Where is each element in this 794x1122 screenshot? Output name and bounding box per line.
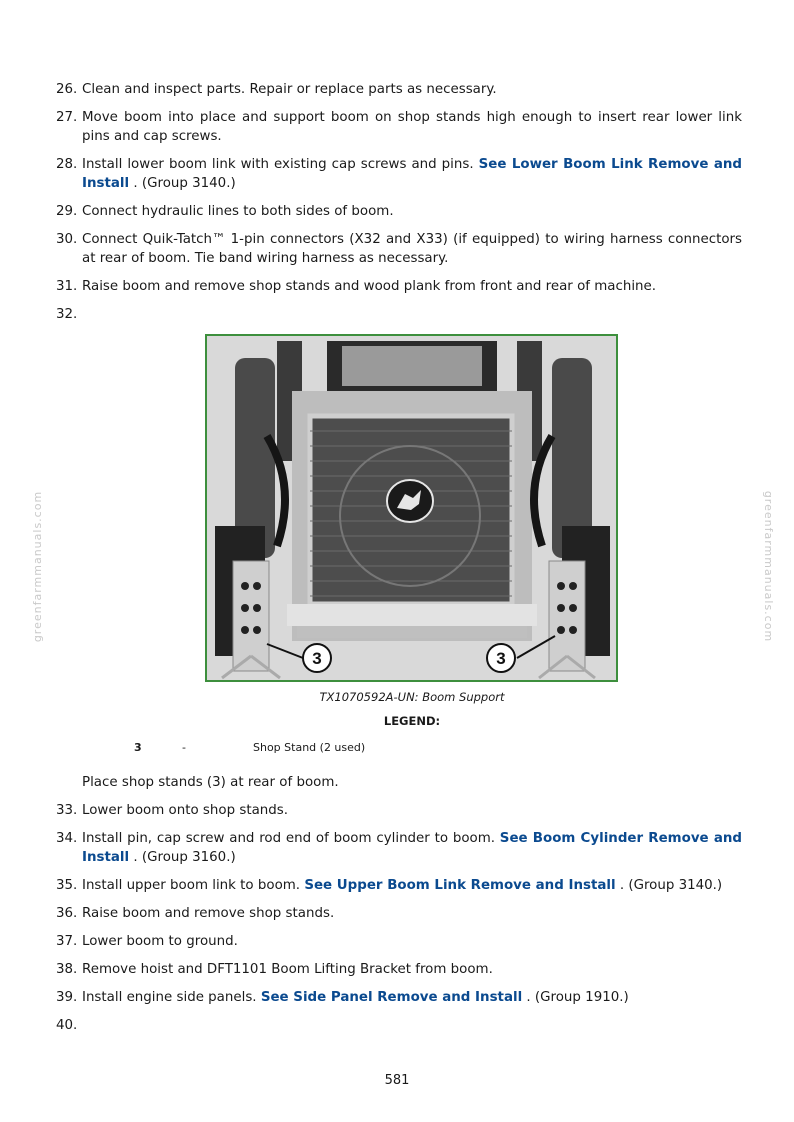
step-39 bbox=[56, 988, 742, 1007]
step-number: 33. bbox=[56, 803, 78, 818]
step-text bbox=[82, 108, 742, 146]
machine-illustration bbox=[207, 336, 616, 680]
cross-reference-link[interactable]: See Lower Boom Link Remove and Install bbox=[82, 157, 742, 191]
step-number: 37. bbox=[56, 934, 78, 949]
step-29 bbox=[56, 202, 742, 221]
legend-item-number: 3 bbox=[134, 741, 142, 754]
callout-3-left: 3 bbox=[312, 649, 322, 668]
steps-list-bottom bbox=[56, 801, 742, 1035]
step-number: 35. bbox=[56, 878, 78, 893]
step-text-run: Install lower boom link with existing cap screws and pins. bbox=[82, 157, 479, 172]
step-text bbox=[82, 305, 742, 324]
step-text bbox=[82, 988, 742, 1007]
figure-caption: TX1070592A-UN: Boom Support bbox=[319, 690, 505, 704]
step-text-run: Raise boom and remove shop stands and wood plank from front and rear of machine. bbox=[82, 279, 657, 294]
step-number: 34. bbox=[56, 831, 78, 846]
cross-reference-link[interactable]: See Upper Boom Link Remove and Install bbox=[304, 878, 616, 893]
step-number: 27. bbox=[56, 110, 78, 125]
step-text bbox=[82, 202, 742, 221]
page-number: 581 bbox=[384, 1073, 410, 1088]
step-32 bbox=[56, 305, 742, 324]
step-31 bbox=[56, 277, 742, 296]
step-30 bbox=[56, 230, 742, 268]
step-number: 28. bbox=[56, 157, 78, 172]
step-text-run: Install upper boom link to boom. bbox=[82, 878, 305, 893]
step-26 bbox=[56, 80, 742, 99]
step-text-run: Raise boom and remove shop stands. bbox=[82, 906, 335, 921]
step-text bbox=[82, 80, 742, 99]
step-text-run: Connect hydraulic lines to both sides of boom. bbox=[82, 204, 394, 219]
legend-item-description: Shop Stand (2 used) bbox=[253, 741, 366, 754]
step-number: 32. bbox=[56, 307, 78, 322]
step-text-run: Lower boom to ground. bbox=[82, 934, 238, 949]
legend-item-dash: - bbox=[182, 741, 186, 754]
legend-title: LEGEND: bbox=[383, 714, 441, 728]
steps-list-top bbox=[56, 80, 742, 324]
step-text-run: Clean and inspect parts. Repair or replace parts as necessary. bbox=[82, 82, 497, 97]
step-text-run: Lower boom onto shop stands. bbox=[82, 803, 288, 818]
step-text bbox=[82, 829, 742, 867]
step-text-run: Install engine side panels. bbox=[82, 990, 261, 1005]
step-37 bbox=[56, 932, 742, 951]
step-number: 30. bbox=[56, 232, 78, 247]
boom-support-figure bbox=[205, 334, 618, 682]
step-27 bbox=[56, 108, 742, 146]
step-text bbox=[82, 155, 742, 193]
step-text bbox=[82, 876, 742, 895]
step-35 bbox=[56, 876, 742, 895]
step-text-run: Connect Quik-Tatch™ 1-pin connectors (X32 and X33) (if equipped) to wiring harness connectors at rear of boom. Tie band wiring harness as necessary. bbox=[82, 232, 742, 266]
step-number: 29. bbox=[56, 204, 78, 219]
step-text bbox=[82, 277, 742, 296]
step-text-run: . (Group 1910.) bbox=[522, 990, 629, 1005]
step-text-run: Install pin, cap screw and rod end of boom cylinder to boom. bbox=[82, 831, 500, 846]
step-number: 26. bbox=[56, 82, 78, 97]
step-36 bbox=[56, 904, 742, 923]
step-number: 40. bbox=[56, 1018, 78, 1033]
step-number: 36. bbox=[56, 906, 78, 921]
step-text-run: . (Group 3140.) bbox=[615, 878, 723, 893]
step-number: 39. bbox=[56, 990, 78, 1005]
step-text bbox=[82, 960, 742, 979]
cross-reference-link[interactable]: See Side Panel Remove and Install bbox=[260, 990, 523, 1005]
callout-3-right: 3 bbox=[496, 649, 506, 668]
watermark-right: greenfarmmanuals.com bbox=[762, 490, 776, 643]
step-33 bbox=[56, 801, 742, 820]
step-32-text: Place shop stands (3) at rear of boom. bbox=[82, 775, 339, 790]
watermark-left: greenfarmmanuals.com bbox=[31, 490, 45, 643]
step-text bbox=[82, 801, 742, 820]
step-40 bbox=[56, 1016, 742, 1035]
step-28 bbox=[56, 155, 742, 193]
cross-reference-link[interactable]: See Boom Cylinder Remove and Install bbox=[82, 831, 742, 865]
step-text bbox=[82, 904, 742, 923]
step-text-run: . (Group 3140.) bbox=[129, 176, 236, 191]
step-text-run: Move boom into place and support boom on shop stands high enough to insert rear lower link pins and cap screws. bbox=[82, 110, 742, 144]
step-text-run: . (Group 3160.) bbox=[129, 850, 236, 865]
step-number: 31. bbox=[56, 279, 78, 294]
step-number: 38. bbox=[56, 962, 78, 977]
step-38 bbox=[56, 960, 742, 979]
step-34 bbox=[56, 829, 742, 867]
step-text-run: Remove hoist and DFT1101 Boom Lifting Bracket from boom. bbox=[82, 962, 493, 977]
step-text bbox=[82, 230, 742, 268]
step-text bbox=[82, 1016, 742, 1035]
step-text bbox=[82, 932, 742, 951]
